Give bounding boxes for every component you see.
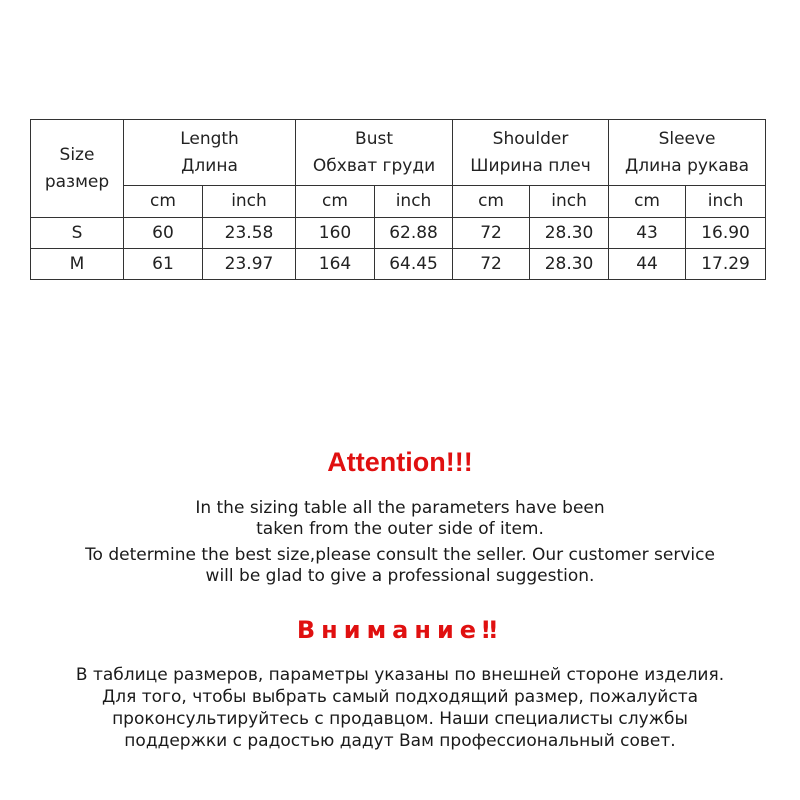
- value-cell: 60: [124, 218, 203, 249]
- length-header-en: Length: [180, 128, 239, 149]
- unit-cm-sleeve: cm: [609, 186, 686, 218]
- unit-inch-length: inch: [203, 186, 296, 218]
- notice-en-line: will be glad to give a professional suggestion.: [205, 566, 595, 586]
- unit-cm-shoulder: cm: [453, 186, 530, 218]
- sleeve-header-en: Sleeve: [658, 128, 716, 149]
- value-cell: 61: [124, 249, 203, 280]
- attention-heading-ru: Внимание‼: [296, 616, 504, 644]
- size-chart-table: [30, 119, 766, 280]
- size-header-cell: [31, 120, 124, 218]
- notice-ru-line: поддержки с радостью дадут Вам профессиональный совет.: [124, 731, 676, 751]
- shoulder-header-cell: [453, 120, 609, 186]
- value-cell: 160: [296, 218, 375, 249]
- value-cell: 64.45: [375, 249, 453, 280]
- attention-heading-en: Attention!!!: [327, 447, 473, 477]
- value-cell: 43: [609, 218, 686, 249]
- value-cell: 164: [296, 249, 375, 280]
- bust-header-ru: Обхват груди: [312, 155, 436, 176]
- value-cell: 72: [453, 218, 530, 249]
- value-cell: 62.88: [375, 218, 453, 249]
- value-cell: 16.90: [686, 218, 766, 249]
- value-cell: 17.29: [686, 249, 766, 280]
- value-cell: 23.97: [203, 249, 296, 280]
- value-cell: 44: [609, 249, 686, 280]
- sleeve-header-cell: [609, 120, 766, 186]
- notice-ru-line: Для того, чтобы выбрать самый подходящий размер, пожалуйста: [101, 687, 699, 707]
- unit-inch-sleeve: inch: [686, 186, 766, 218]
- size-header-ru: размер: [44, 171, 110, 192]
- unit-inch-bust: inch: [375, 186, 453, 218]
- value-cell: 28.30: [530, 249, 609, 280]
- notice-en-line: taken from the outer side of item.: [256, 519, 544, 539]
- value-cell: 72: [453, 249, 530, 280]
- shoulder-header-en: Shoulder: [492, 128, 569, 149]
- value-cell: 28.30: [530, 218, 609, 249]
- unit-cm-bust: cm: [296, 186, 375, 218]
- notice-en-paragraph-1: [0, 498, 800, 540]
- notice-en-line: In the sizing table all the parameters have been: [195, 498, 605, 518]
- size-cell: M: [31, 249, 124, 280]
- notice-en-paragraph-2: [0, 545, 800, 587]
- bust-header-cell: [296, 120, 453, 186]
- sleeve-header-ru: Длина рукава: [624, 155, 750, 176]
- bust-header-en: Bust: [355, 128, 393, 149]
- value-cell: 23.58: [203, 218, 296, 249]
- table-row: [31, 218, 766, 249]
- length-header-cell: [124, 120, 296, 186]
- size-cell: S: [31, 218, 124, 249]
- table-row: [31, 249, 766, 280]
- notice-ru-paragraph: [0, 664, 800, 752]
- size-header-en: Size: [59, 144, 95, 165]
- shoulder-header-ru: Ширина плеч: [470, 155, 591, 176]
- notice-en-line: To determine the best size,please consult the seller. Our customer service: [85, 545, 715, 565]
- unit-inch-shoulder: inch: [530, 186, 609, 218]
- length-header-ru: Длина: [181, 155, 238, 176]
- notice-ru-line: В таблице размеров, параметры указаны по внешней стороне изделия.: [75, 665, 725, 685]
- unit-cm-length: cm: [124, 186, 203, 218]
- notice-ru-line: проконсультируйтесь с продавцом. Наши специалисты службы: [112, 709, 688, 729]
